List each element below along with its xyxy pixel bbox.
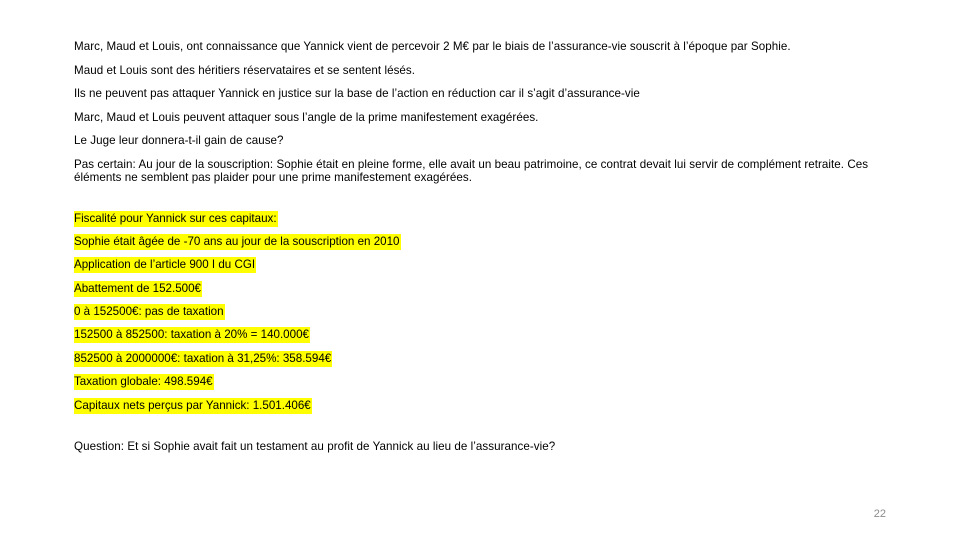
paragraph-not-certain: Pas certain: Au jour de la souscription: Sophie était en pleine forme, elle avait un beau patrimoine, ce contrat devait lui servir de complément retraite. Ces éléments ne semblent pas plaider pour une prime manifestement exagérées. [74, 157, 869, 184]
highlight-line-article [74, 258, 894, 272]
highlighted-text: Application de l’article 900 I du CGI [74, 258, 256, 272]
highlighted-text: 852500 à 2000000€: taxation à 31,25%: 358.594€ [74, 351, 332, 365]
slide-content [74, 40, 894, 464]
question-paragraph: Question: Et si Sophie avait fait un testament au profit de Yannick au lieu de l’assurance-vie? [74, 440, 556, 454]
highlighted-text: Fiscalité pour Yannick sur ces capitaux: [74, 211, 277, 225]
spacer [74, 195, 894, 212]
highlight-line-total-tax [74, 375, 894, 389]
highlighted-text: Capitaux nets perçus par Yannick: 1.501.406€ [74, 398, 311, 412]
page-number: 22 [873, 508, 886, 520]
highlight-line-bracket-0 [74, 305, 894, 319]
highlight-line-age [74, 235, 894, 249]
paragraph-heirs-knowledge: Marc, Maud et Louis, ont connaissance que Yannick vient de percevoir 2 M€ par le biais de l’assurance-vie souscrit à l’époque par Sophie. [74, 40, 791, 53]
paragraph-judge-question: Le Juge leur donnera-t-il gain de cause? [74, 134, 284, 147]
paragraph-reserved-heirs: Maud et Louis sont des héritiers réservataires et se sentent lésés. [74, 63, 416, 77]
highlighted-text: Taxation globale: 498.594€ [74, 375, 213, 389]
highlighted-text: Sophie était âgée de -70 ans au jour de la souscription en 2010 [74, 234, 400, 248]
highlighted-text: Abattement de 152.500€ [74, 281, 201, 295]
spacer [74, 422, 894, 440]
paragraph-excessive-premium: Marc, Maud et Louis peuvent attaquer sous l’angle de la prime manifestement exagérées. [74, 110, 539, 124]
highlight-line-bracket-31 [74, 352, 894, 366]
highlight-line-net-capital [74, 399, 894, 413]
paragraph-no-reduction-action: Ils ne peuvent pas attaquer Yannick en justice sur la base de l’action en réduction car il s’agit d’assurance-vie [74, 87, 640, 100]
highlighted-text: 0 à 152500€: pas de taxation [74, 305, 224, 319]
highlight-line-allowance [74, 282, 894, 296]
highlight-line-bracket-20 [74, 328, 894, 342]
highlighted-text: 152500 à 852500: taxation à 20% = 140.000€ [74, 328, 309, 342]
highlight-line-tax-title [74, 212, 894, 226]
